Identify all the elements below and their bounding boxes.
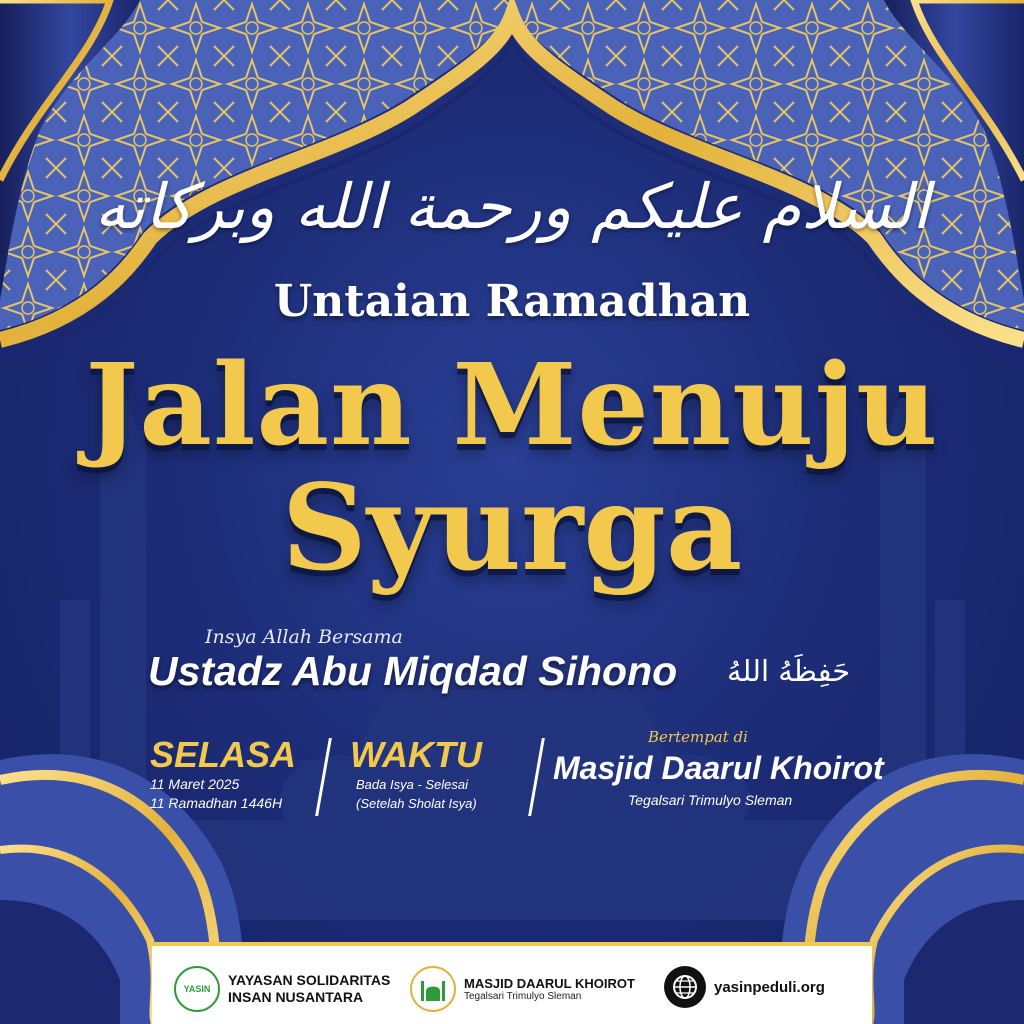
org1-line1: YAYASAN SOLIDARITAS [228, 972, 391, 988]
speaker-intro: Insya Allah Bersama [205, 626, 403, 648]
event-title-line2: Syurga [281, 458, 743, 597]
event-title-line1: Jalan Menuju [85, 340, 939, 471]
venue-name: Masjid Daarul Khoirot [553, 750, 884, 786]
venue-location: Tegalsari Trimulyo Sleman [628, 792, 793, 808]
website-link[interactable]: yasinpeduli.org [714, 978, 825, 996]
globe-icon [664, 966, 706, 1008]
org-masjid [410, 966, 635, 1012]
org2-name: MASJID DAARUL KHOIROT [464, 976, 635, 991]
mosque-icon [419, 977, 447, 1001]
time-label: WAKTU [350, 734, 482, 775]
globe-icon-svg [671, 973, 699, 1001]
website[interactable] [664, 966, 825, 1008]
speaker-name: Ustadz Abu Miqdad Sihono [148, 648, 678, 694]
event-subtitle: Untaian Ramadhan [273, 276, 751, 327]
arabic-greeting: السلام عليكم ورحمة الله وبركاته [94, 170, 930, 243]
org2-location: Tegalsari Trimulyo Sleman [464, 991, 582, 1002]
event-date: 11 Maret 2025 [150, 776, 240, 792]
footer-bar [152, 942, 872, 1024]
venue-intro: Bertempat di [648, 728, 748, 746]
org1-line2: INSAN NUSANTARA [228, 989, 364, 1005]
yasin-logo-text: YASIN [183, 984, 211, 994]
event-time: Bada Isya - Selesai [356, 777, 469, 792]
event-hijri-date: 11 Ramadhan 1446H [150, 795, 283, 811]
event-time-note: (Setelah Sholat Isya) [356, 796, 477, 811]
org-yasin [174, 966, 390, 1012]
yasin-logo [174, 966, 220, 1012]
event-day: SELASA [150, 734, 297, 775]
speaker-honorific: حَفِظَهُ اللهُ [727, 654, 851, 688]
mosque-logo-icon [410, 966, 456, 1012]
